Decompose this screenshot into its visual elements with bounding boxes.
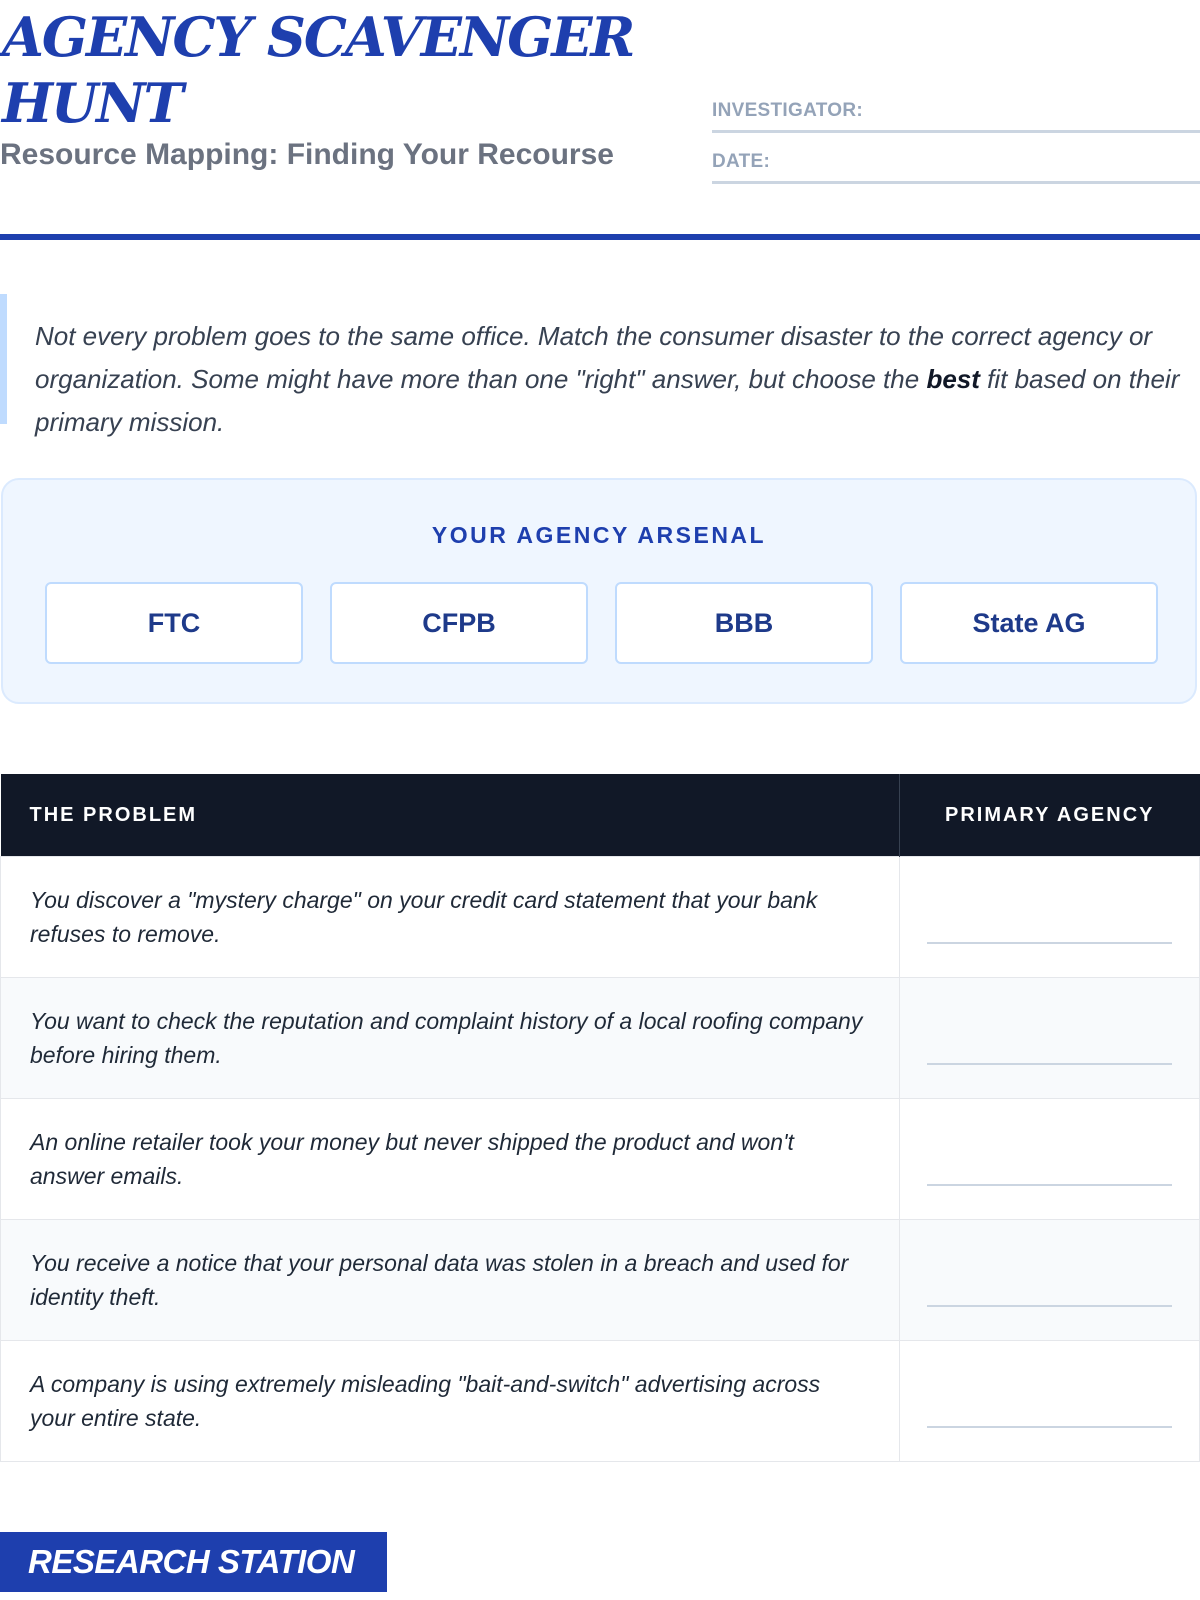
investigator-label: INVESTIGATOR: bbox=[712, 100, 863, 121]
answer-line bbox=[927, 942, 1172, 944]
worksheet-title: AGENCY SCAVENGER HUNT bbox=[2, 5, 634, 135]
callout-accent-bar bbox=[0, 294, 7, 424]
agency-answer-cell[interactable] bbox=[900, 978, 1200, 1099]
instructions-emphasis: best bbox=[926, 364, 980, 394]
agency-card-bbb: BBB bbox=[615, 582, 873, 664]
problem-cell bbox=[1, 1099, 900, 1220]
agency-arsenal-box bbox=[1, 478, 1197, 704]
problem-text: An online retailer took your money but never shipped the product and won't answer emails. bbox=[30, 1129, 794, 1189]
table-header-row bbox=[1, 774, 1200, 857]
agency-answer-cell[interactable] bbox=[900, 857, 1200, 978]
agency-answer-cell[interactable] bbox=[900, 1099, 1200, 1220]
arsenal-title: YOUR AGENCY ARSENAL bbox=[431, 522, 767, 548]
problem-cell bbox=[1, 857, 900, 978]
date-field[interactable] bbox=[712, 151, 1200, 184]
problem-text: A company is using extremely misleading "bait-and-switch" advertising across your entire state. bbox=[30, 1371, 821, 1431]
agency-answer-cell[interactable] bbox=[900, 1341, 1200, 1462]
answer-line bbox=[927, 1063, 1172, 1065]
table-row bbox=[1, 857, 1200, 978]
problem-cell bbox=[1, 1220, 900, 1341]
table-row bbox=[1, 1220, 1200, 1341]
problem-matching-table bbox=[0, 774, 1200, 1462]
answer-line bbox=[927, 1305, 1172, 1307]
table-row bbox=[1, 1099, 1200, 1220]
agency-card-state-ag: State AG bbox=[900, 582, 1158, 664]
worksheet-subtitle: Resource Mapping: Finding Your Recourse bbox=[0, 138, 614, 171]
instructions-callout bbox=[0, 294, 1200, 437]
investigator-field[interactable] bbox=[712, 100, 1200, 133]
instructions-text-start: Not every problem goes to the same office. Match the consumer disaster to the correct agency or organization. Some might have more than one "right" answer, but choose the bbox=[35, 321, 1153, 394]
research-station-banner: RESEARCH STATION bbox=[0, 1532, 387, 1592]
worksheet-header bbox=[0, 0, 1200, 240]
table-row bbox=[1, 978, 1200, 1099]
instructions-text bbox=[35, 315, 1185, 444]
agency-answer-cell[interactable] bbox=[900, 1220, 1200, 1341]
agency-card-cfpb: CFPB bbox=[330, 582, 588, 664]
problem-text: You want to check the reputation and complaint history of a local roofing company before hiring them. bbox=[30, 1008, 863, 1068]
date-label: DATE: bbox=[712, 151, 771, 172]
agency-column-header: PRIMARY AGENCY bbox=[900, 774, 1200, 857]
table-row bbox=[1, 1341, 1200, 1462]
answer-line bbox=[927, 1426, 1172, 1428]
answer-line bbox=[927, 1184, 1172, 1186]
problem-text: You receive a notice that your personal data was stolen in a breach and used for identity theft. bbox=[30, 1250, 849, 1310]
header-divider bbox=[0, 234, 1200, 240]
problem-cell bbox=[1, 978, 900, 1099]
agency-card-ftc: FTC bbox=[45, 582, 303, 664]
instructions-text-end: fit based on their primary mission. bbox=[35, 364, 1180, 437]
problem-text: You discover a "mystery charge" on your credit card statement that your bank refuses to remove. bbox=[30, 887, 818, 947]
problem-column-header: THE PROBLEM bbox=[1, 774, 900, 857]
problem-cell bbox=[1, 1341, 900, 1462]
